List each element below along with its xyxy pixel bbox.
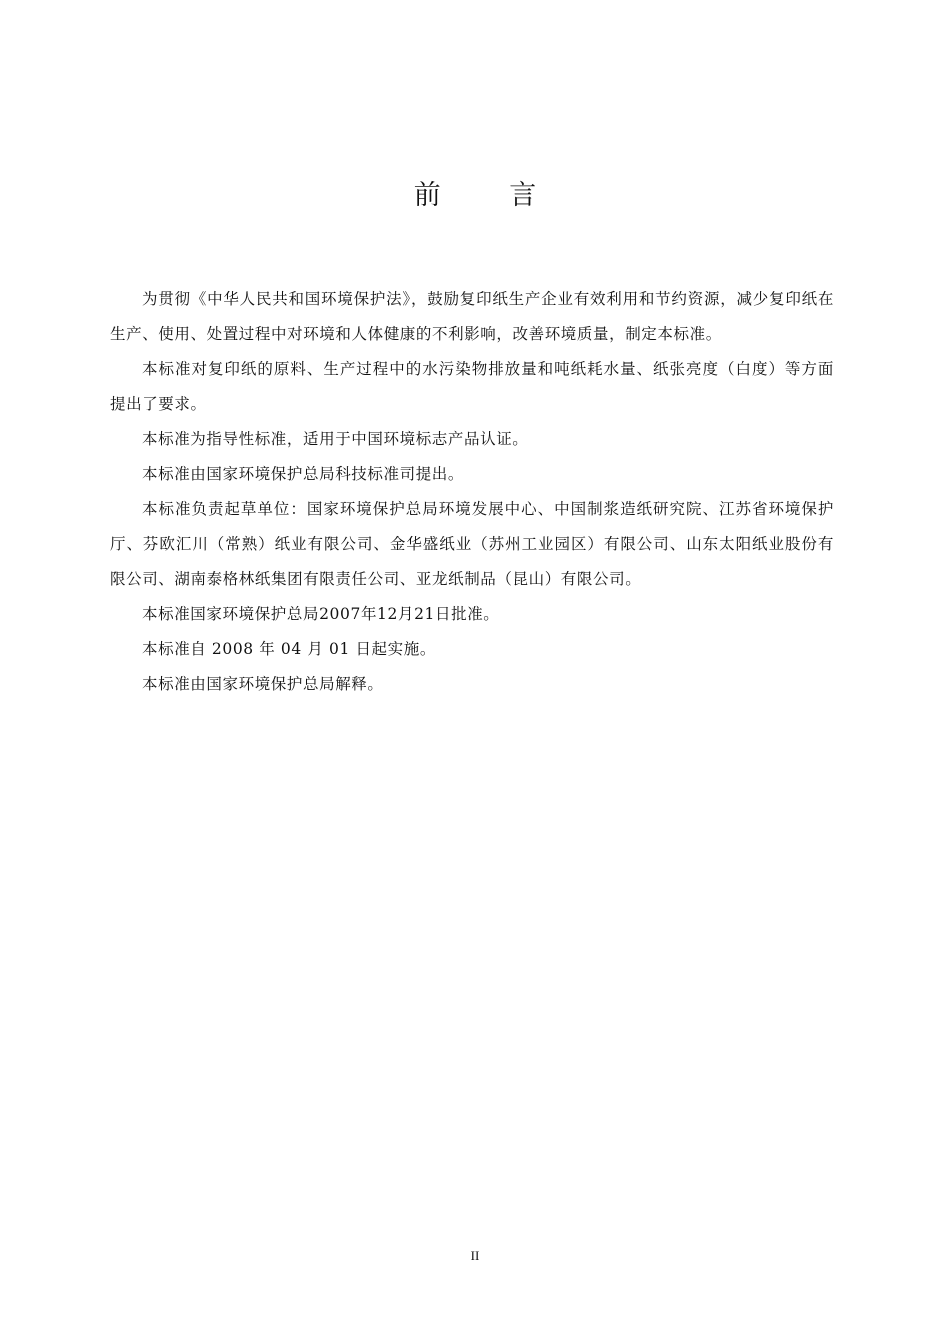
paragraph-approval: 本标准国家环境保护总局2007年12月21日批准。 <box>142 605 500 623</box>
page-title: 前 言 <box>413 180 567 211</box>
paragraph-drafters: 本标准负责起草单位：国家环境保护总局环境发展中心、中国制浆造纸研究院、江苏省环境保护厅、芬欧汇川（常熟）纸业有限公司、金华盛纸业（苏州工业园区）有限公司、山东太阳纸业股份有限公司、湖南泰格林纸集团有限责任公司、亚龙纸制品（昆山）有限公司。 <box>110 500 834 588</box>
paragraph-scope: 本标准对复印纸的原料、生产过程中的水污染物排放量和吨纸耗水量、纸张亮度（白度）等方面提出了要求。 <box>110 360 834 413</box>
page-number: II <box>470 1248 480 1263</box>
paragraph-effective-date: 本标准自 2008 年 04 月 01 日起实施。 <box>142 640 436 658</box>
paragraph-interpretation: 本标准由国家环境保护总局解释。 <box>142 675 384 693</box>
paragraph-proposer: 本标准由国家环境保护总局科技标准司提出。 <box>142 465 465 483</box>
paragraph-purpose: 为贯彻《中华人民共和国环境保护法》，鼓励复印纸生产企业有效利用和节约资源，减少复印纸在生产、使用、处置过程中对环境和人体健康的不利影响，改善环境质量，制定本标准。 <box>110 290 834 343</box>
paragraph-nature: 本标准为指导性标准，适用于中国环境标志产品认证。 <box>142 430 529 448</box>
foreword-body <box>110 282 834 702</box>
